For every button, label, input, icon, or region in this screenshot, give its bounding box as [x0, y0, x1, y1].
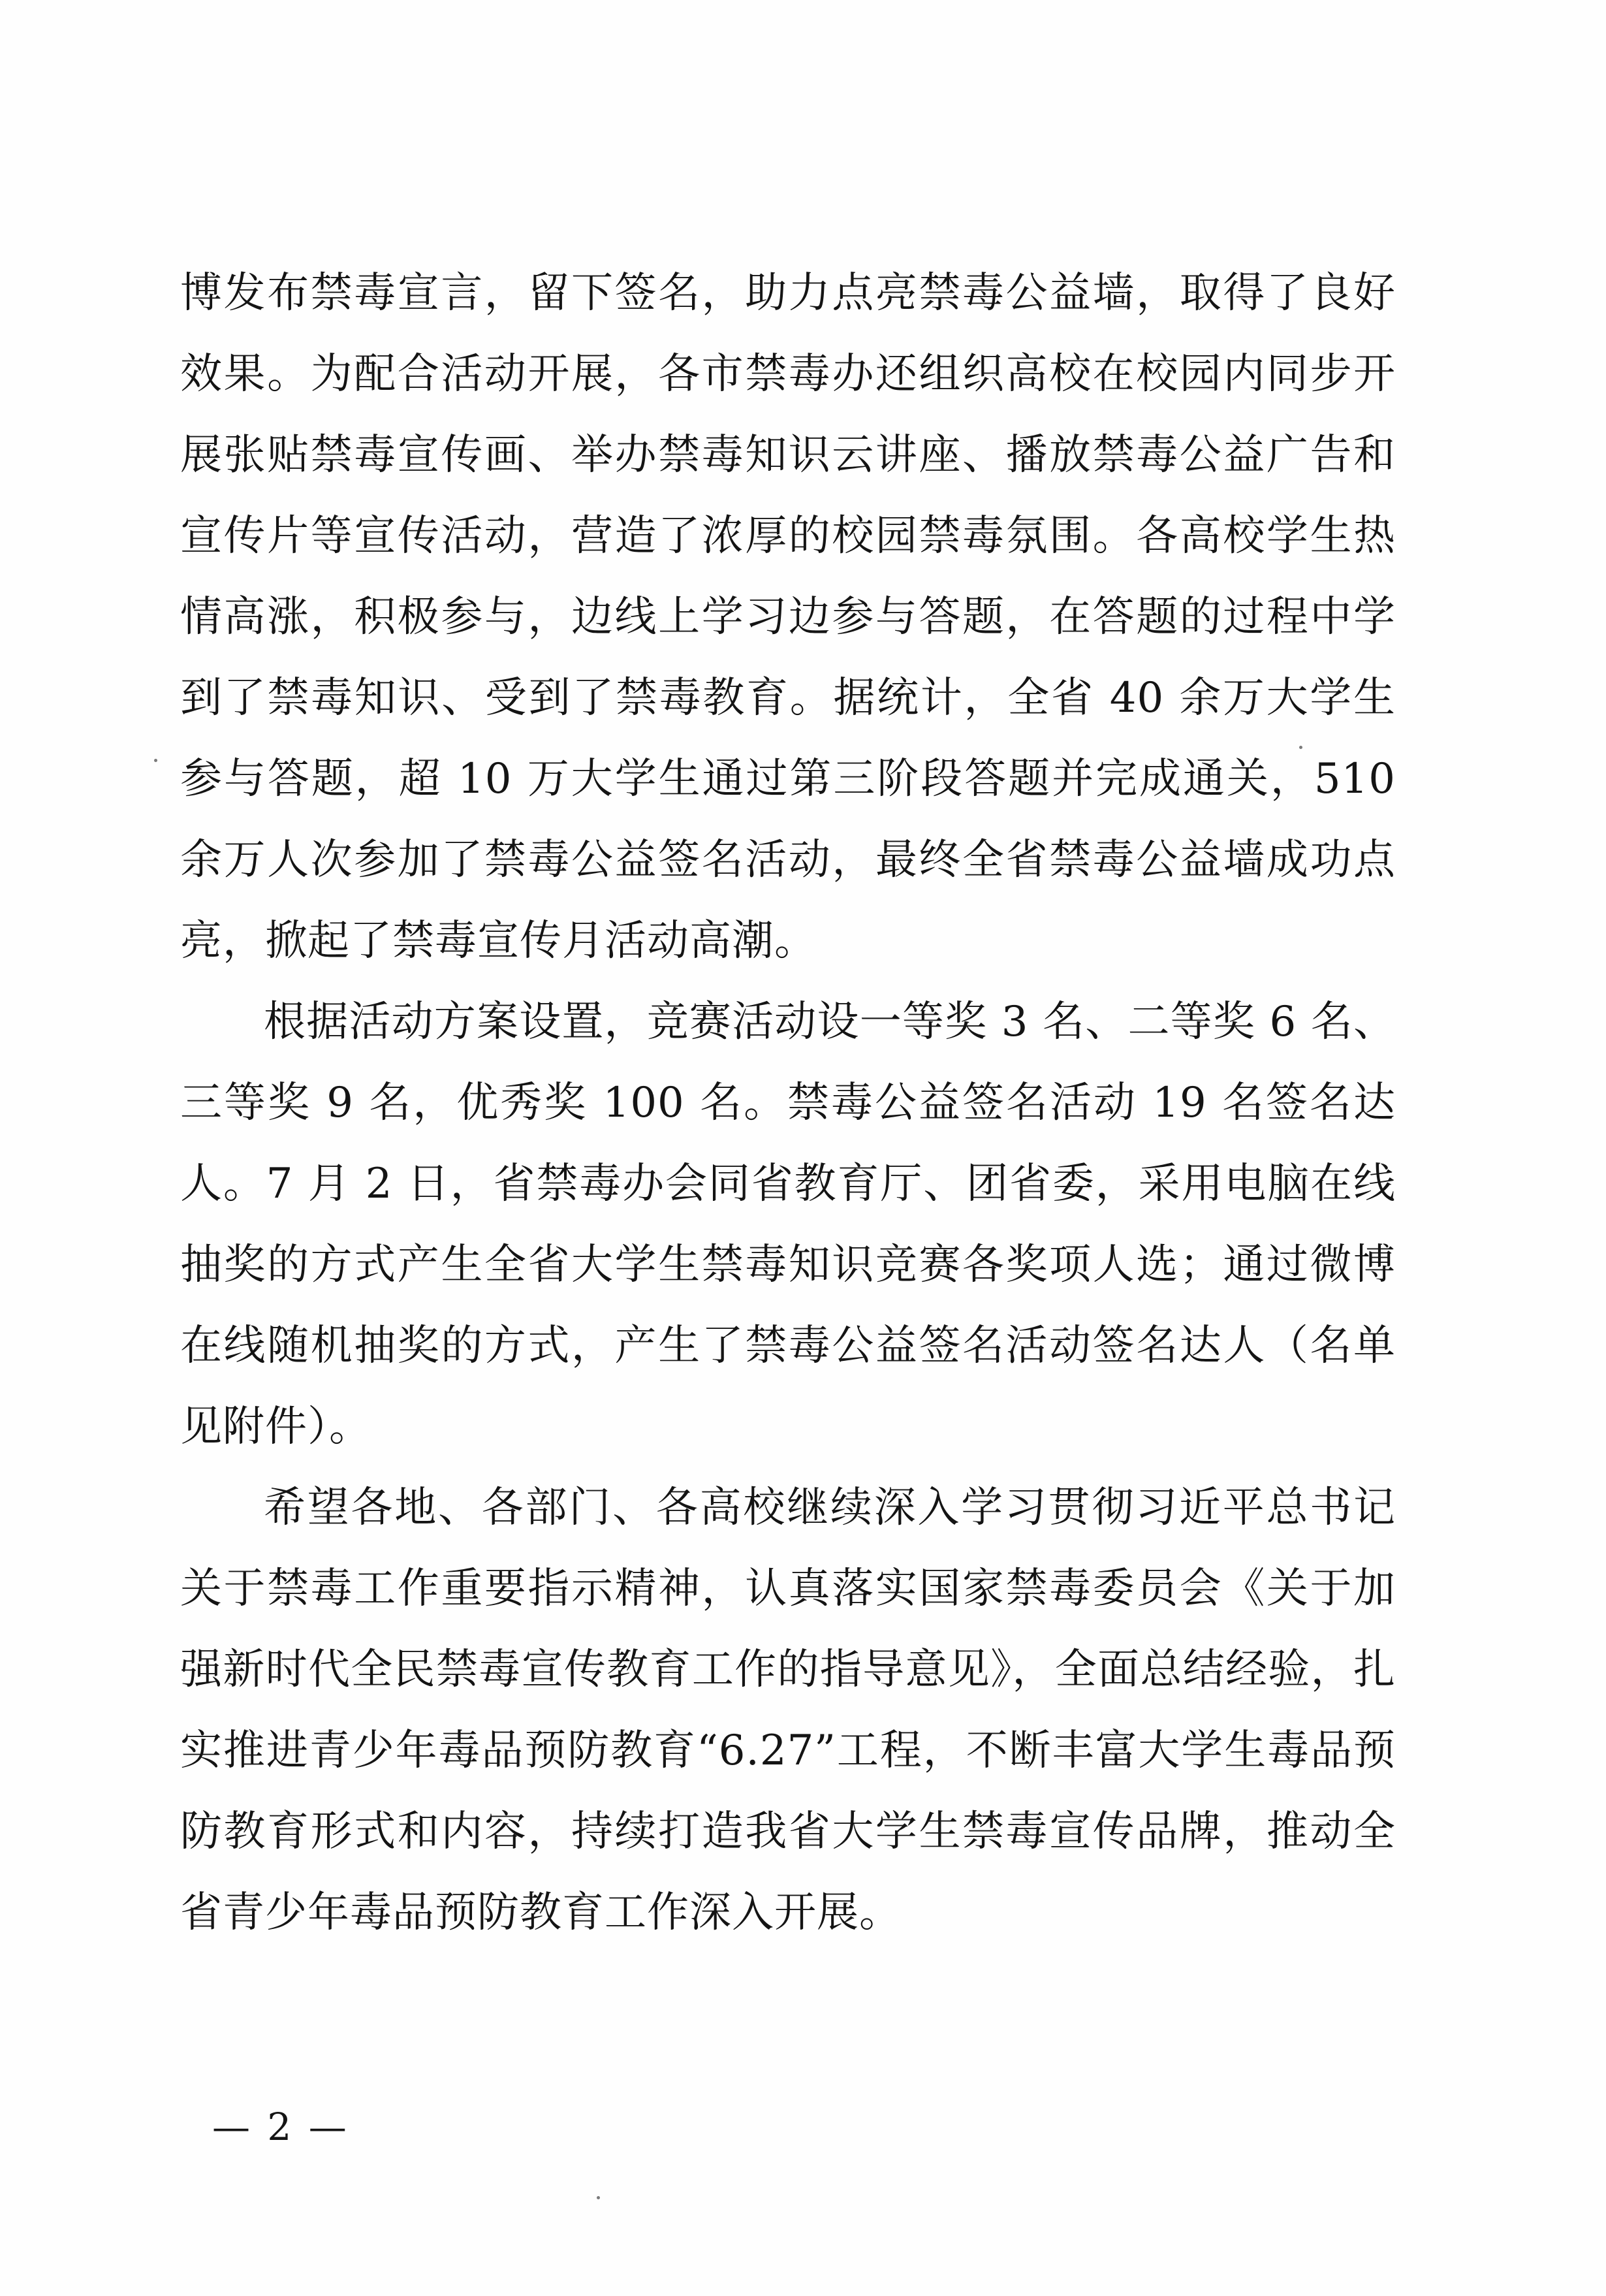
body-paragraph-3: 希望各地、各部门、各高校继续深入学习贯彻习近平总书记关于禁毒工作重要指示精神，认真落实国家禁毒委员会《关于加强新时代全民禁毒宣传教育工作的指导意见》，全面总结经验，扎实推进青少年毒品预防教育“6.27”工程，不断丰富大学生毒品预防教育形式和内容，持续打造我省大学生禁毒宣传品牌，推动全省青少年毒品预防教育工作深入开展。: [180, 1484, 1396, 1937]
page-number: — 2 —: [212, 2105, 349, 2149]
scan-speck: [1299, 746, 1302, 749]
body-paragraph-1: 博发布禁毒宣言，留下签名，助力点亮禁毒公益墙，取得了良好效果。为配合活动开展，各市禁毒办还组织高校在校园内同步开展张贴禁毒宣传画、举办禁毒知识云讲座、播放禁毒公益广告和宣传片等宣传活动，营造了浓厚的校园禁毒氛围。各高校学生热情高涨，积极参与，边线上学习边参与答题，在答题的过程中学到了禁毒知识、受到了禁毒教育。据统计，全省 40 余万大学生参与答题，超 10 万大学生通过第三阶段答题并完成通关，510 余万人次参加了禁毒公益签名活动，最终全省禁毒公益墙成功点亮，掀起了禁毒宣传月活动高潮。: [180, 269, 1396, 965]
scan-speck: [597, 2196, 600, 2199]
document-body: [180, 253, 1396, 1953]
body-paragraph-2: 根据活动方案设置，竞赛活动设一等奖 3 名、二等奖 6 名、三等奖 9 名，优秀奖 100 名。禁毒公益签名活动 19 名签名达人。7 月 2 日，省禁毒办会同省教育厅、团省委，采用电脑在线抽奖的方式产生全省大学生禁毒知识竞赛各奖项人选；通过微博在线随机抽奖的方式，产生了禁毒公益签名活动签名达人（名单见附件）。: [180, 998, 1396, 1451]
scan-speck: [154, 759, 157, 762]
